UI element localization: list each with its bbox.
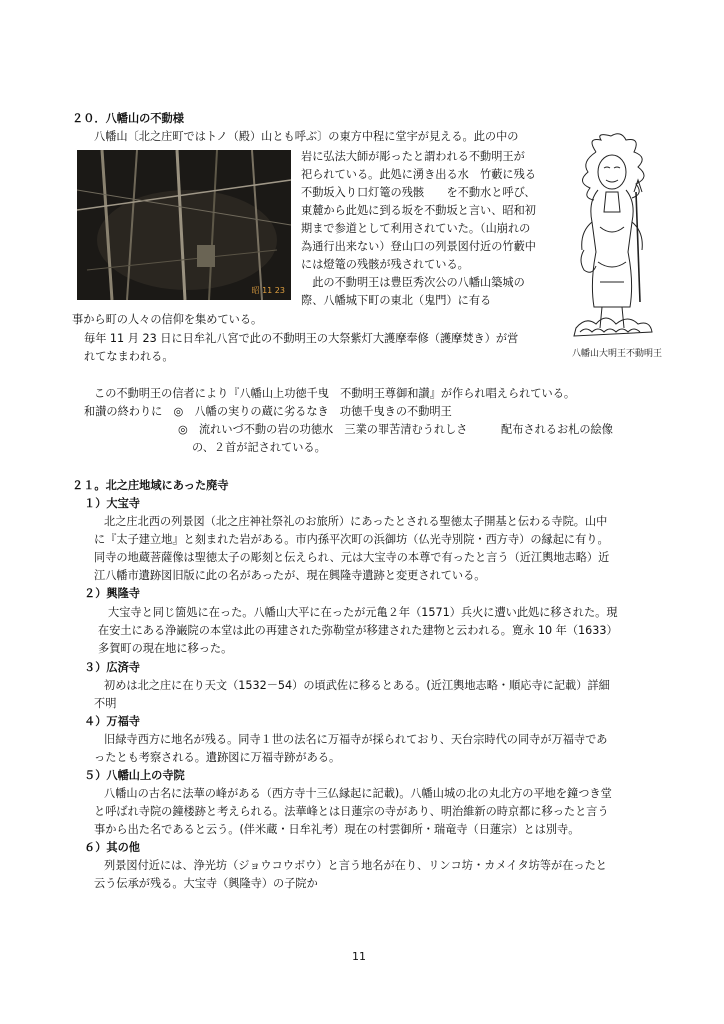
body-line: 八幡山〔北之庄町ではトノ（殿）山とも呼ぶ〕の東方中程に堂宇が見える。此の中の <box>94 130 519 143</box>
body-line: ◎ 流れいづ不動の岩の功徳水 三業の罪苦清むうれしさ 配布されるお札の絵像 <box>178 423 613 436</box>
body-line: 東麓から此処に到る坂を不動坂と言い、昭和初 <box>301 204 536 217</box>
fudo-myoo-illustration <box>566 132 658 342</box>
item-label: ３）広済寺 <box>84 661 140 674</box>
body-line: 和讃の終わりに ◎ 八幡の実りの蔵に劣るなき 功徳千曳きの不動明王 <box>84 405 452 418</box>
body-line: 八幡山の古名に法華の峰がある（西方寺十三仏縁起に記載)。八幡山城の北の丸北方の平地を鐘つき堂 <box>104 787 612 800</box>
photo-date-stamp: 昭 11 23 <box>251 286 285 295</box>
body-line: 在安土にある浄巌院の本堂は此の再建された弥勒堂が移建された建物と云われる。寛永 10 年（1633） <box>98 624 618 637</box>
item-label: ２）興隆寺 <box>84 587 140 600</box>
body-line: この不動明王の信者により『八幡山上功徳千曳 不動明王尊御和讃』が作られ唱えられている。 <box>94 387 576 400</box>
body-line: 不動坂入り口灯篭の残骸 を不動水と呼び、 <box>301 186 536 199</box>
body-line: 此の不動明王は豊臣秀次公の八幡山築城の <box>301 276 525 289</box>
item-label: ６）其の他 <box>84 841 140 854</box>
shrine-photo <box>77 150 291 300</box>
body-line: 為通行出来ない）登山口の列景図付近の竹藪中 <box>301 240 536 253</box>
body-line: 岩に弘法大師が彫ったと謂われる不動明王が <box>301 150 525 163</box>
body-line: れてなまわれる。 <box>84 350 174 363</box>
body-line: 大宝寺と同じ箇処に在った。八幡山大平に在ったが元亀２年（1571）兵火に遭い此処に移された。現 <box>108 606 618 619</box>
body-line: 北之庄北西の列景図（北之庄神社祭礼のお旅所）にあったとされる聖徳太子開基と伝わる寺院。山中 <box>104 515 608 528</box>
body-line: には燈篭の残骸が残されている。 <box>301 258 469 271</box>
body-line: 際、八幡城下町の東北（鬼門）に有る <box>301 294 492 307</box>
body-line: 同寺の地蔵菩薩像は聖徳太子の彫刻と伝えられ、元は大宝寺の本尊で有ったと言う（近江輿地志略）近 <box>94 551 610 564</box>
body-line: 列景図付近には、浄光坊（ジョウコウボウ）と言う地名が在り、リンコ坊・カメイタ坊等が在ったと <box>104 859 607 872</box>
body-line: 祀られている。此処に湧き出る水 竹藪に残る <box>301 168 536 181</box>
body-line: 旧緑寺西方に地名が残る。同寺１世の法名に万福寺が採られており、天台宗時代の同寺が万福寺であ <box>104 733 608 746</box>
body-line: と呼ばれ寺院の鐘楼跡と考えられる。法華峰とは日蓮宗の寺があり、明治維新の時京都に移ったと言う <box>94 805 609 818</box>
body-line: の、２首が記されている。 <box>192 441 326 454</box>
item-label: ４）万福寺 <box>84 715 140 728</box>
body-line: 多賀町の現在地に移った。 <box>98 642 233 655</box>
body-line: 毎年 11 月 23 日に日牟礼八宮で此の不動明王の大祭紫灯大護摩奉修（護摩焚き）が営 <box>84 332 519 345</box>
body-line: 江八幡市遺跡図旧版に此の名があったが、現在興隆寺遺跡と変更されている。 <box>94 569 486 582</box>
body-line: 云う伝承が残る。大宝寺（興隆寺）の子院か <box>94 877 318 890</box>
item-label: ５）八幡山上の寺院 <box>84 769 185 782</box>
body-line: 不明 <box>94 697 117 710</box>
body-line: 初めは北之庄に在り天文（1532－54）の頃武佐に移るとある。(近江輿地志略・順応寺に記載）詳細 <box>104 679 610 692</box>
body-line: に『太子建立地』と刻まれた岩がある。市内孫平次町の浜御坊（仏光寺別院・西方寺）の縁起に有り。 <box>94 533 609 546</box>
item-label: １）大宝寺 <box>84 497 140 510</box>
body-line: ったとも考察される。遺跡図に万福寺跡がある。 <box>94 751 341 764</box>
body-line: 事から出た名であると云う。(伴米蔵・日牟礼考）現在の村雲御所・瑞竜寺（日蓮宗）とは別寺。 <box>94 823 580 836</box>
body-line: 期まで参道として利用されていた。（山崩れの <box>301 222 531 235</box>
section-20-heading: ２０．八幡山の不動様 <box>72 112 184 125</box>
page-number: 11 <box>352 950 366 963</box>
illustration-caption: 八幡山大明王不動明王 <box>572 349 663 359</box>
body-line: 事から町の人々の信仰を集めている。 <box>72 313 263 326</box>
section-21-heading: ２１。北之庄地域にあった廃寺 <box>72 479 229 492</box>
